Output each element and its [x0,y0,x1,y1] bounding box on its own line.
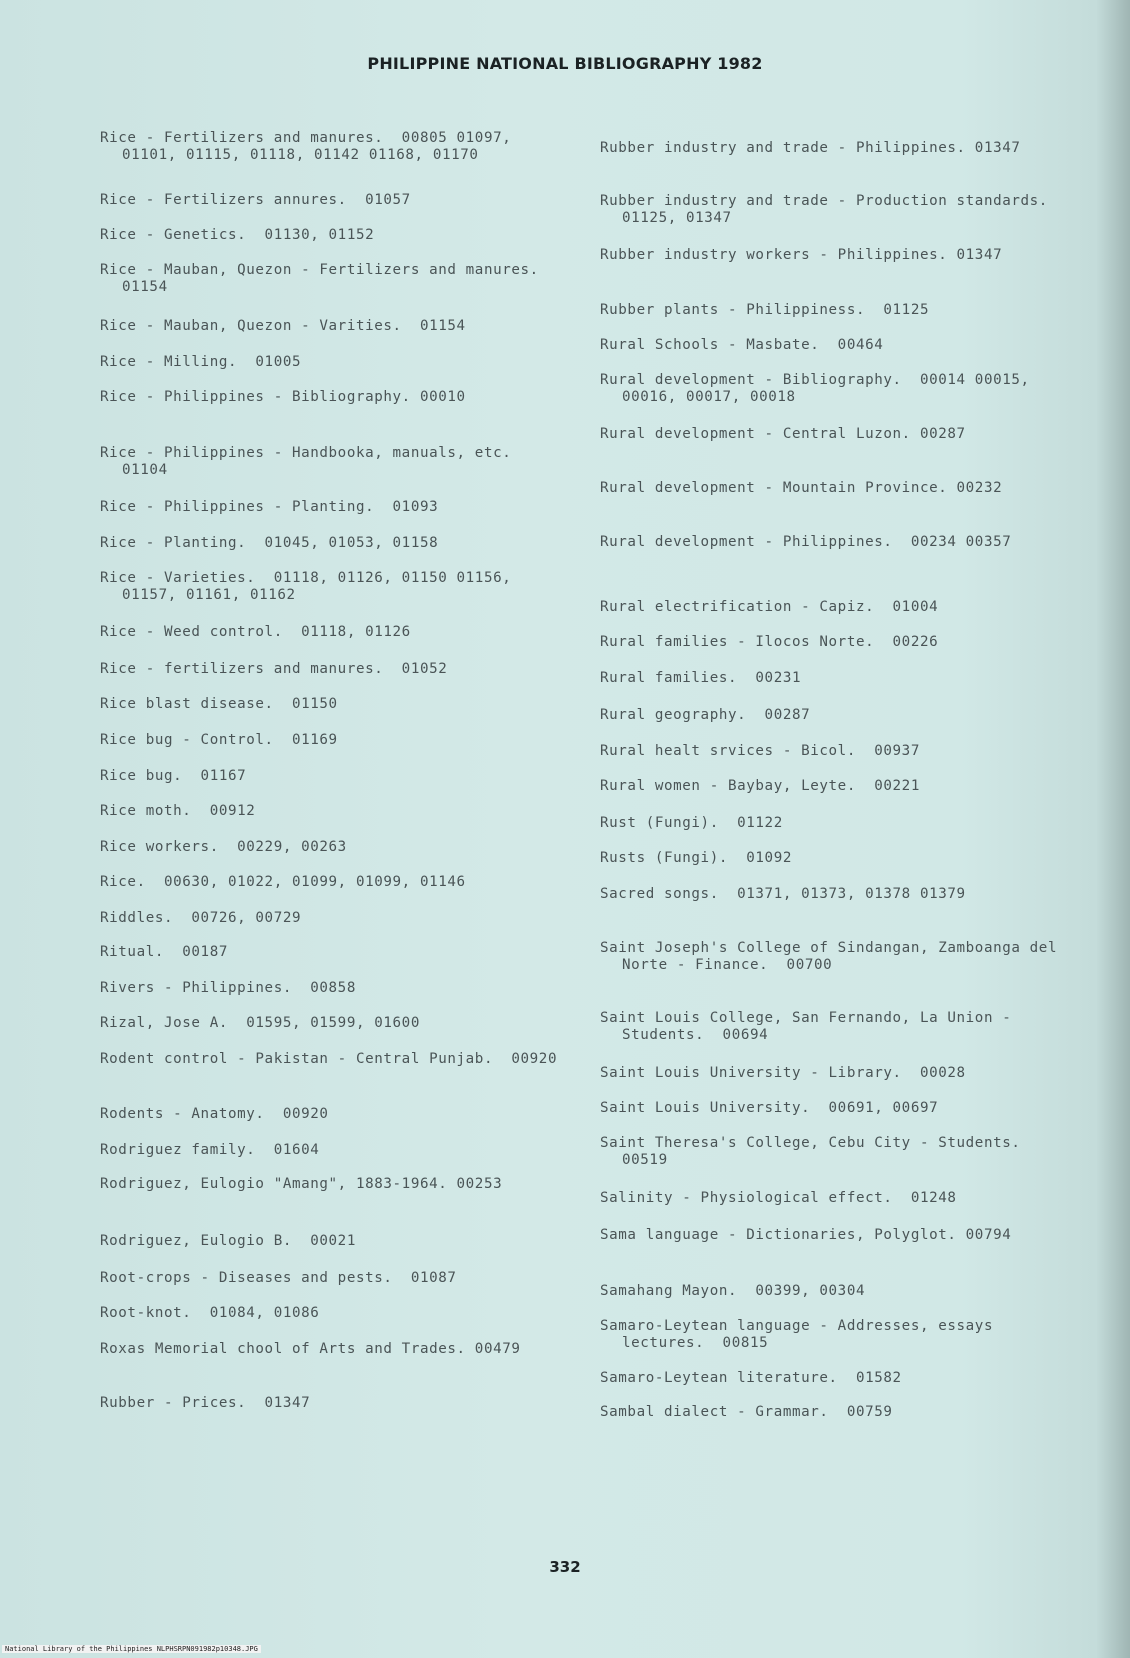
index-entry: Rubber industry workers - Philippines. 01347 [600,247,1003,263]
index-entry: Rodents - Anatomy. 00920 [100,1106,329,1122]
index-entry: Sama language - Dictionaries, Polyglot. 00794 [600,1227,1012,1243]
index-entry: Rice - Mauban, Quezon - Varities. 01154 [100,318,466,334]
index-entry: Ritual. 00187 [100,944,228,960]
index-entry: Rice workers. 00229, 00263 [100,839,347,855]
index-entry: Sacred songs. 01371, 01373, 01378 01379 [600,886,966,902]
index-entry: Rice - Planting. 01045, 01053, 01158 [100,535,439,551]
index-entry: Saint Louis University. 00691, 00697 [600,1100,939,1116]
index-entry: Rodent control - Pakistan - Central Punjab. 00920 [100,1051,558,1067]
index-entry: Saint Louis University - Library. 00028 [600,1065,966,1081]
index-entry: Salinity - Physiological effect. 01248 [600,1190,957,1206]
index-entry: Rice - Genetics. 01130, 01152 [100,227,375,243]
index-entry: Samaro-Leytean language - Addresses, essays lectures. 00815 [600,1318,1003,1351]
page-title: PHILIPPINE NATIONAL BIBLIOGRAPHY 1982 [367,54,763,73]
index-entry: Riddles. 00726, 00729 [100,910,302,926]
index-entry: Rubber - Prices. 01347 [100,1395,311,1411]
index-entry: Rusts (Fungi). 01092 [600,850,792,866]
index-entry: Rubber industry and trade - Philippines. 01347 [600,140,1021,156]
index-entry: Rodriguez family. 01604 [100,1142,320,1158]
index-entry: Rice - Fertilizers annures. 01057 [100,192,411,208]
index-entry: Rice. 00630, 01022, 01099, 01099, 01146 [100,874,466,890]
index-entry: Rice - Fertilizers and manures. 00805 01097, 01101, 01115, 01118, 01142 01168, 01170 [100,130,521,163]
index-entry: Rice bug. 01167 [100,768,247,784]
index-entry: Saint Joseph's College of Sindangan, Zamboanga del Norte - Finance. 00700 [600,940,1067,973]
index-entry: Rubber industry and trade - Production standards. 01125, 01347 [600,193,1067,226]
index-entry: Rural development - Mountain Province. 00232 [600,480,1003,496]
index-entry: Rodriguez, Eulogio B. 00021 [100,1233,356,1249]
index-entry: Rural women - Baybay, Leyte. 00221 [600,778,920,794]
index-entry: Rural Schools - Masbate. 00464 [600,337,884,353]
index-entry: Rodriguez, Eulogio "Amang", 1883-1964. 00253 [100,1176,503,1192]
index-entry: Saint Louis College, San Fernando, La Union - Students. 00694 [600,1010,1021,1043]
index-entry: Rice - Mauban, Quezon - Fertilizers and manures. 01154 [100,262,558,295]
index-entry: Rivers - Philippines. 00858 [100,980,356,996]
index-entry: Rural development - Central Luzon. 00287 [600,426,966,442]
index-entry: Rice - fertilizers and manures. 01052 [100,661,448,677]
index-entry: Rice bug - Control. 01169 [100,732,338,748]
index-entry: Rice - Philippines - Planting. 01093 [100,499,439,515]
index-entry: Rizal, Jose A. 01595, 01599, 01600 [100,1015,420,1031]
index-entry: Saint Theresa's College, Cebu City - Students. 00519 [600,1135,1039,1168]
index-entry: Rural families. 00231 [600,670,802,686]
index-entry: Rural development - Bibliography. 00014 00015, 00016, 00017, 00018 [600,372,1039,405]
index-entry: Rice blast disease. 01150 [100,696,338,712]
index-entry: Roxas Memorial chool of Arts and Trades. 00479 [100,1341,521,1357]
index-entry: Root-crops - Diseases and pests. 01087 [100,1270,457,1286]
index-entry: Rural electrification - Capiz. 01004 [600,599,939,615]
index-entry: Rust (Fungi). 01122 [600,815,783,831]
index-entry: Rural families - Ilocos Norte. 00226 [600,634,939,650]
index-entry: Rice - Philippines - Bibliography. 00010 [100,389,466,405]
index-entry: Rural development - Philippines. 00234 00357 [600,534,1012,550]
page-number: 332 [549,1558,581,1576]
index-entry: Rural geography. 00287 [600,707,811,723]
index-entry: Rubber plants - Philippiness. 01125 [600,302,930,318]
index-entry: Sambal dialect - Grammar. 00759 [600,1404,893,1420]
index-entry: Rice - Weed control. 01118, 01126 [100,624,411,640]
index-entry: Root-knot. 01084, 01086 [100,1305,320,1321]
index-entry: Rice - Milling. 01005 [100,354,302,370]
index-entry: Samaro-Leytean literature. 01582 [600,1370,902,1386]
index-entry: Samahang Mayon. 00399, 00304 [600,1283,866,1299]
index-entry: Rice - Philippines - Handbooka, manuals, etc. 01104 [100,445,530,478]
index-entry: Rural healt srvices - Bicol. 00937 [600,743,920,759]
index-entry: Rice moth. 00912 [100,803,256,819]
source-footer: National Library of the Philippines NLPHSRPN091982p10348.JPG [2,1645,261,1653]
index-entry: Rice - Varieties. 01118, 01126, 01150 01156, 01157, 01161, 01162 [100,570,521,603]
